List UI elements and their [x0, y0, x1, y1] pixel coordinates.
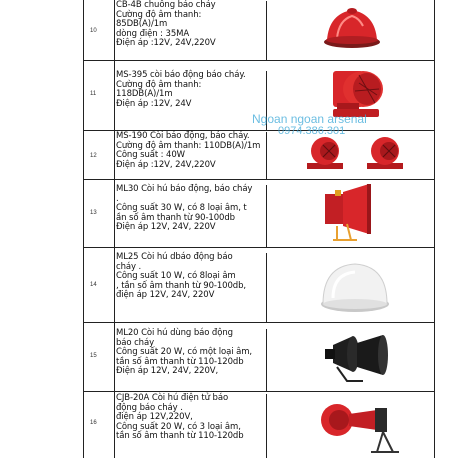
twin-siren-icon	[267, 131, 434, 180]
table-row	[84, 179, 434, 247]
red-horn-icon	[267, 392, 434, 459]
product-table	[83, 0, 435, 458]
row-description: ML25 Còi hú dbáo động báo cháy . Công suất 10 W, có 8loại âm , tần số âm thanh từ 90-100db, điện áp 12V, 24V, 220V	[116, 253, 267, 322]
table-row	[84, 247, 434, 322]
row-number: 10	[90, 28, 97, 34]
watermark-name: Ngoan ngoan arsenal	[252, 112, 367, 126]
table-row	[84, 391, 434, 458]
row-number: 12	[90, 153, 97, 159]
row-description: ML30 Còi hú báo động, báo cháy . Công suất 30 W, có 8 loại âm, t ần số âm thanh từ 90-100db Điện áp 12V, 24V, 220V	[116, 185, 267, 247]
fire-bell-icon	[267, 0, 434, 60]
row-description: MS-395 còi báo động báo cháy. Cường độ âm thanh: 118DB(A)/1m Điện áp :12V, 24V	[116, 71, 267, 130]
row-number: 13	[90, 210, 97, 216]
row-number: 14	[90, 282, 97, 288]
row-description: CJB-20A Còi hú điện tử báo động báo cháy . điện áp 12V,220V, Công suất 20 W, có 3 loại âm, tần số âm thanh từ 110-120db	[116, 394, 267, 458]
row-number: 15	[90, 353, 97, 359]
dome-siren-icon	[267, 248, 434, 323]
row-number: 16	[90, 420, 97, 426]
table-row	[84, 130, 434, 179]
row-description: MS-190 Còi báo động, báo cháy. Cường độ âm thanh: 110DB(A)/1m Công suất : 40W Điện áp :12V, 24V,220V	[116, 132, 267, 179]
row-description: ML20 Còi hú dùng báo động báo cháy Công suất 20 W, có một loại âm, tần số âm thanh từ 110-120db Điện áp 12V, 24V, 220V,	[116, 329, 267, 391]
horn-siren-icon	[267, 180, 434, 248]
row-number: 11	[90, 91, 97, 97]
black-horn-icon	[267, 323, 434, 392]
table-row	[84, 322, 434, 391]
table-row	[84, 0, 434, 60]
watermark-phone: 0974.386.301	[278, 125, 346, 137]
row-description: CB-4B chuông báo cháy Cường độ âm thanh: 85DB(A)/1m dòng điện : 35MA Điện áp :12V, 24V,220V	[116, 1, 267, 60]
